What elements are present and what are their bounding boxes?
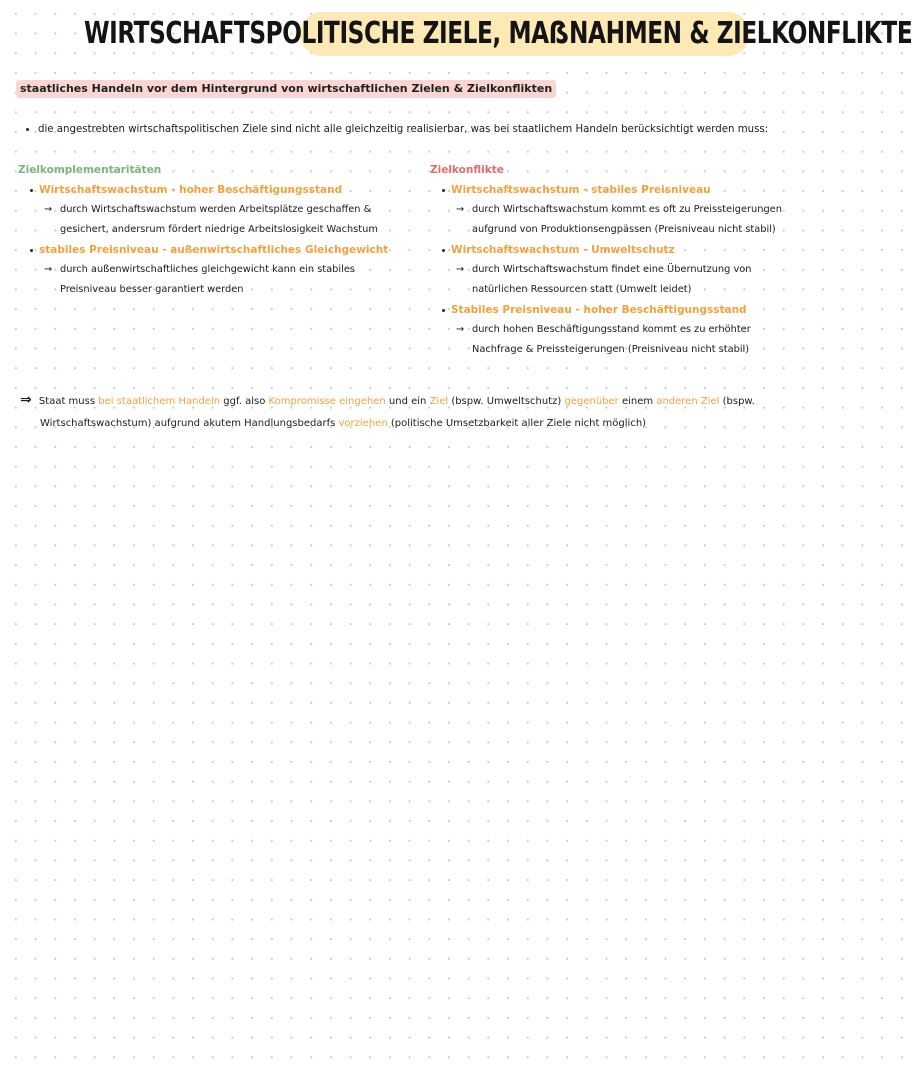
bullet-dot-icon [442, 309, 445, 312]
explanation-line: durch Wirtschaftswachstum findet eine Übernutzung von [472, 264, 752, 275]
pair-label: Stabiles Preisniveau - hoher Beschäftigungsstand [451, 304, 747, 316]
conclusion-highlight: Kompromisse eingehen [268, 396, 386, 407]
complementarities-heading: Zielkomplementaritäten [18, 164, 162, 176]
conclusion-highlight: bei staatlichem Handeln [98, 396, 221, 407]
pair-label: Wirtschaftswachstum - hoher Beschäftigungsstand [39, 184, 343, 196]
bullet-dot-icon [30, 249, 33, 252]
conflict-explanation [430, 200, 822, 240]
complementarity-explanation [18, 200, 418, 240]
intro-bullet [26, 121, 826, 139]
conclusion-text: (politische Umsetzbarkeit aller Ziele nicht möglich) [390, 418, 647, 429]
conflict-pair [430, 240, 822, 260]
bullet-dot-icon [442, 249, 445, 252]
conclusion-text: und ein [388, 396, 427, 407]
conclusion-text: Staat muss [38, 396, 96, 407]
arrow-right-icon: → [456, 264, 465, 275]
explanation-line: durch hohen Beschäftigungsstand kommt es zu erhöhter [472, 324, 751, 335]
arrow-right-icon: → [44, 264, 53, 275]
conclusion-text: (bspw. [722, 396, 755, 407]
conclusion-highlight: anderen Ziel [656, 396, 720, 407]
complementarities-column [18, 160, 418, 300]
conclusion-highlight: gegenüber [564, 396, 619, 407]
arrow-right-icon: → [456, 324, 465, 335]
conclusion-text: einem [621, 396, 654, 407]
explanation-line: Nachfrage & Preissteigerungen (Preisniveau nicht stabil) [472, 344, 750, 355]
bullet-dot-icon [26, 128, 29, 131]
conclusion-line-2 [20, 413, 820, 435]
subtitle: staatliches Handeln vor dem Hintergrund von wirtschaftlichen Zielen & Zielkonflikten [16, 80, 556, 98]
bullet-dot-icon [30, 189, 33, 192]
explanation-line: durch Wirtschaftswachstum kommt es oft zu Preissteigerungen [472, 204, 782, 215]
complementarity-explanation [18, 260, 418, 300]
intro-text: die angestrebten wirtschaftspolitischen Ziele sind nicht alle gleichzeitig realisierbar, was bei staatlichem Handeln berücksichtigt werden muss: [38, 124, 769, 135]
conflict-explanation [430, 320, 822, 360]
explanation-line: Preisniveau besser garantiert werden [60, 284, 244, 295]
explanation-line: natürlichen Ressourcen statt (Umwelt leidet) [472, 284, 692, 295]
explanation-line: gesichert, andersrum fördert niedrige Arbeitslosigkeit Wachstum [60, 224, 378, 235]
pair-label: Wirtschaftswachstum - stabiles Preisniveau [451, 184, 711, 196]
conclusion-text: Wirtschaftswachstum) aufgrund akutem Handlungsbedarfs [40, 418, 336, 429]
conclusion-text: (bspw. Umweltschutz) [451, 396, 562, 407]
conflicts-heading: Zielkonflikte [430, 164, 504, 176]
arrow-right-icon: → [456, 204, 465, 215]
arrow-right-icon: → [44, 204, 53, 215]
conflict-pair [430, 180, 822, 200]
conclusion-highlight: Ziel [429, 396, 449, 407]
conflicts-column [430, 160, 822, 360]
explanation-line: aufgrund von Produktionsengpässen (Preisniveau nicht stabil) [472, 224, 776, 235]
explanation-line: durch Wirtschaftswachstum werden Arbeitsplätze geschaffen & [60, 204, 372, 215]
pair-label: Wirtschaftswachstum - Umweltschutz [451, 244, 675, 256]
conclusion-line-1 [20, 389, 820, 413]
conflict-pair [430, 300, 822, 320]
bullet-dot-icon [442, 189, 445, 192]
explanation-line: durch außenwirtschaftliches gleichgewicht kann ein stabiles [60, 264, 355, 275]
complementarity-pair [18, 180, 418, 200]
page-title: WIRTSCHAFTSPOLITISCHE ZIELE, MAẞNAHMEN & ZIELKONFLIKTE [84, 16, 912, 51]
conclusion-text: ggf. also [223, 396, 266, 407]
conflict-explanation [430, 260, 822, 300]
conclusion-highlight: vorziehen [338, 418, 388, 429]
pair-label: stabiles Preisniveau - außenwirtschaftliches Gleichgewicht [39, 244, 389, 256]
complementarity-pair [18, 240, 418, 260]
implies-arrow-icon: ⇒ [20, 392, 32, 408]
conclusion [20, 389, 820, 435]
